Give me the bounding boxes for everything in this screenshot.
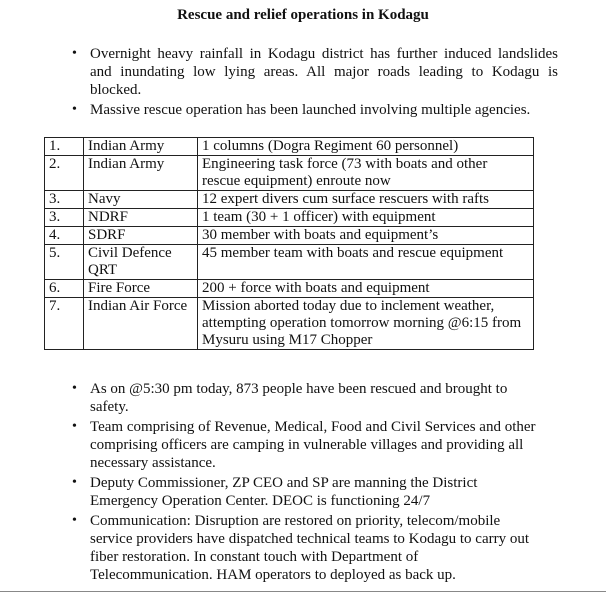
list-item: [70, 418, 544, 472]
list-item: [70, 380, 544, 416]
bullet-icon: •: [72, 381, 77, 396]
bullet-text: Team comprising of Revenue, Medical, Food and Civil Services and other comprising officers are camping in vulnerable villages and providing all necessary assistance.: [90, 419, 536, 471]
table-row: [45, 191, 534, 209]
bullet-text: Massive rescue operation has been launched involving multiple agencies.: [90, 102, 531, 118]
agency-cell: Navy: [84, 191, 198, 209]
table-row: [45, 156, 534, 191]
row-number: 3.: [45, 209, 84, 227]
table-row: [45, 245, 534, 280]
page-divider: [0, 591, 606, 592]
bullet-icon: •: [72, 419, 77, 434]
details-cell: Mission aborted today due to inclement weather, attempting operation tomorrow morning @6:15 from Mysuru using M17 Chopper: [198, 298, 534, 350]
bullet-icon: •: [72, 102, 77, 117]
document-title: Rescue and relief operations in Kodagu: [177, 7, 429, 23]
details-cell: 12 expert divers cum surface rescuers with rafts: [198, 191, 534, 209]
row-number: 1.: [45, 138, 84, 156]
list-item: [70, 45, 558, 99]
table-row: [45, 227, 534, 245]
agency-cell: NDRF: [84, 209, 198, 227]
row-number: 6.: [45, 280, 84, 298]
intro-bullet-list: [70, 45, 558, 121]
agency-cell: Fire Force: [84, 280, 198, 298]
bullet-text: Deputy Commissioner, ZP CEO and SP are manning the District Emergency Operation Center. DEOC is functioning 24/7: [90, 475, 478, 509]
bullet-text: As on @5:30 pm today, 873 people have been rescued and brought to safety.: [90, 381, 508, 415]
bullet-text: Communication: Disruption are restored on priority, telecom/mobile service providers have dispatched technical teams to Kodagu to carry out fiber restoration. In constant touch with Department of Telecommunication. HAM operators to deployed as back up.: [90, 513, 530, 583]
agency-cell: Indian Air Force: [84, 298, 198, 350]
table-row: [45, 138, 534, 156]
details-cell: Engineering task force (73 with boats and other rescue equipment) enroute now: [198, 156, 534, 191]
details-cell: 45 member team with boats and rescue equipment: [198, 245, 534, 280]
bullet-icon: •: [72, 513, 77, 528]
details-cell: 1 columns (Dogra Regiment 60 personnel): [198, 138, 534, 156]
operations-table: [44, 137, 534, 350]
agency-cell: SDRF: [84, 227, 198, 245]
row-number: 7.: [45, 298, 84, 350]
row-number: 2.: [45, 156, 84, 191]
table-row: [45, 280, 534, 298]
list-item: [70, 101, 558, 119]
bullet-icon: •: [72, 46, 77, 61]
details-cell: 200 + force with boats and equipment: [198, 280, 534, 298]
table-row: [45, 209, 534, 227]
row-number: 3.: [45, 191, 84, 209]
row-number: 5.: [45, 245, 84, 280]
closing-bullet-list: [70, 380, 544, 586]
bullet-text: Overnight heavy rainfall in Kodagu district has further induced landslides and inundating low lying areas. All major roads leading to Kodagu is blocked.: [90, 46, 558, 98]
bullet-icon: •: [72, 475, 77, 490]
row-number: 4.: [45, 227, 84, 245]
agency-cell: Civil Defence QRT: [84, 245, 198, 280]
agency-cell: Indian Army: [84, 138, 198, 156]
details-cell: 1 team (30 + 1 officer) with equipment: [198, 209, 534, 227]
details-cell: 30 member with boats and equipment’s: [198, 227, 534, 245]
list-item: [70, 474, 544, 510]
agency-cell: Indian Army: [84, 156, 198, 191]
list-item: [70, 512, 544, 584]
table-row: [45, 298, 534, 350]
